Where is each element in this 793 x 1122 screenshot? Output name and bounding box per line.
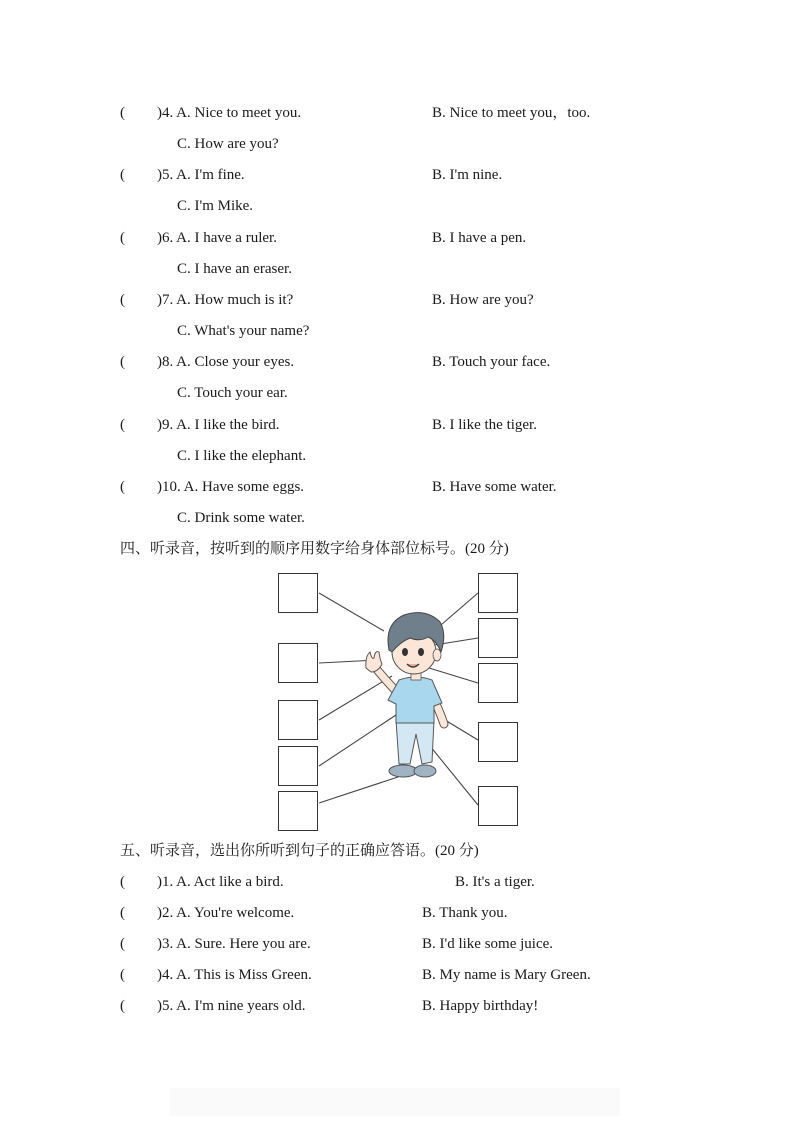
question-8-option-c: C. Touch your ear. [177,385,288,401]
question-7-option-b: B. How are you? [432,292,534,308]
question-8-option-a: )8. A. Close your eyes. [157,354,295,370]
answer-paren[interactable]: ( [120,936,125,952]
footer-band [170,1088,620,1116]
question-2-option-a: )2. A. You're welcome. [157,905,295,921]
answer-paren[interactable]: ( [120,292,125,308]
answer-paren[interactable]: ( [120,417,125,433]
question-10-option-c: C. Drink some water. [177,510,305,526]
question-3-option-b: B. I'd like some juice. [422,936,554,952]
question-5-option-b: B. Happy birthday! [422,998,539,1014]
question-7-option-a: )7. A. How much is it? [157,292,294,308]
question-10-option-a: )10. A. Have some eggs. [157,479,305,495]
question-6-option-b: B. I have a pen. [432,230,527,246]
question-5-option-a: )5. A. I'm nine years old. [157,998,306,1014]
question-5-option-a: )5. A. I'm fine. [157,167,245,183]
answer-paren[interactable]: ( [120,354,125,370]
answer-paren[interactable]: ( [120,479,125,495]
section5-heading: 五、听录音，选出你所听到句子的正确应答语。(20 分) [120,843,479,859]
question-2-option-b: B. Thank you. [422,905,508,921]
question-9-option-c: C. I like the elephant. [177,448,307,464]
connector-line [319,593,384,631]
question-6-option-c: C. I have an eraser. [177,261,292,277]
question-5-option-c: C. I'm Mike. [177,198,254,214]
connector-line [319,777,398,803]
question-4-option-a: )4. A. Nice to meet you. [157,105,302,121]
question-6-option-a: )6. A. I have a ruler. [157,230,277,246]
answer-box[interactable] [278,791,318,831]
answer-box[interactable] [478,786,518,826]
question-4-option-b: B. Nice to meet you，too. [432,105,591,121]
answer-paren[interactable]: ( [120,874,125,890]
boy-illustration [366,613,444,777]
connector-line [319,676,392,720]
question-3-option-a: )3. A. Sure. Here you are. [157,936,311,952]
question-4-option-c: C. How are you? [177,136,279,152]
question-9-option-a: )9. A. I like the bird. [157,417,280,433]
question-9-option-b: B. I like the tiger. [432,417,537,433]
answer-box[interactable] [478,663,518,703]
question-1-option-a: )1. A. Act like a bird. [157,874,284,890]
answer-paren[interactable]: ( [120,967,125,983]
question-4-option-b: B. My name is Mary Green. [422,967,591,983]
answer-box[interactable] [278,643,318,683]
answer-paren[interactable]: ( [120,167,125,183]
answer-box[interactable] [278,573,318,613]
section4-heading: 四、听录音，按听到的顺序用数字给身体部位标号。(20 分) [120,541,509,557]
answer-box[interactable] [478,618,518,658]
answer-paren[interactable]: ( [120,230,125,246]
answer-box[interactable] [278,700,318,740]
answer-paren[interactable]: ( [120,105,125,121]
answer-box[interactable] [478,722,518,762]
question-5-option-b: B. I'm nine. [432,167,503,183]
question-8-option-b: B. Touch your face. [432,354,551,370]
answer-box[interactable] [278,746,318,786]
question-7-option-c: C. What's your name? [177,323,310,339]
answer-paren[interactable]: ( [120,998,125,1014]
question-1-option-b: B. It's a tiger. [455,874,535,890]
question-10-option-b: B. Have some water. [432,479,557,495]
connector-line [430,746,478,805]
answer-paren[interactable]: ( [120,905,125,921]
answer-box[interactable] [478,573,518,613]
connector-line [319,715,396,766]
question-4-option-a: )4. A. This is Miss Green. [157,967,312,983]
